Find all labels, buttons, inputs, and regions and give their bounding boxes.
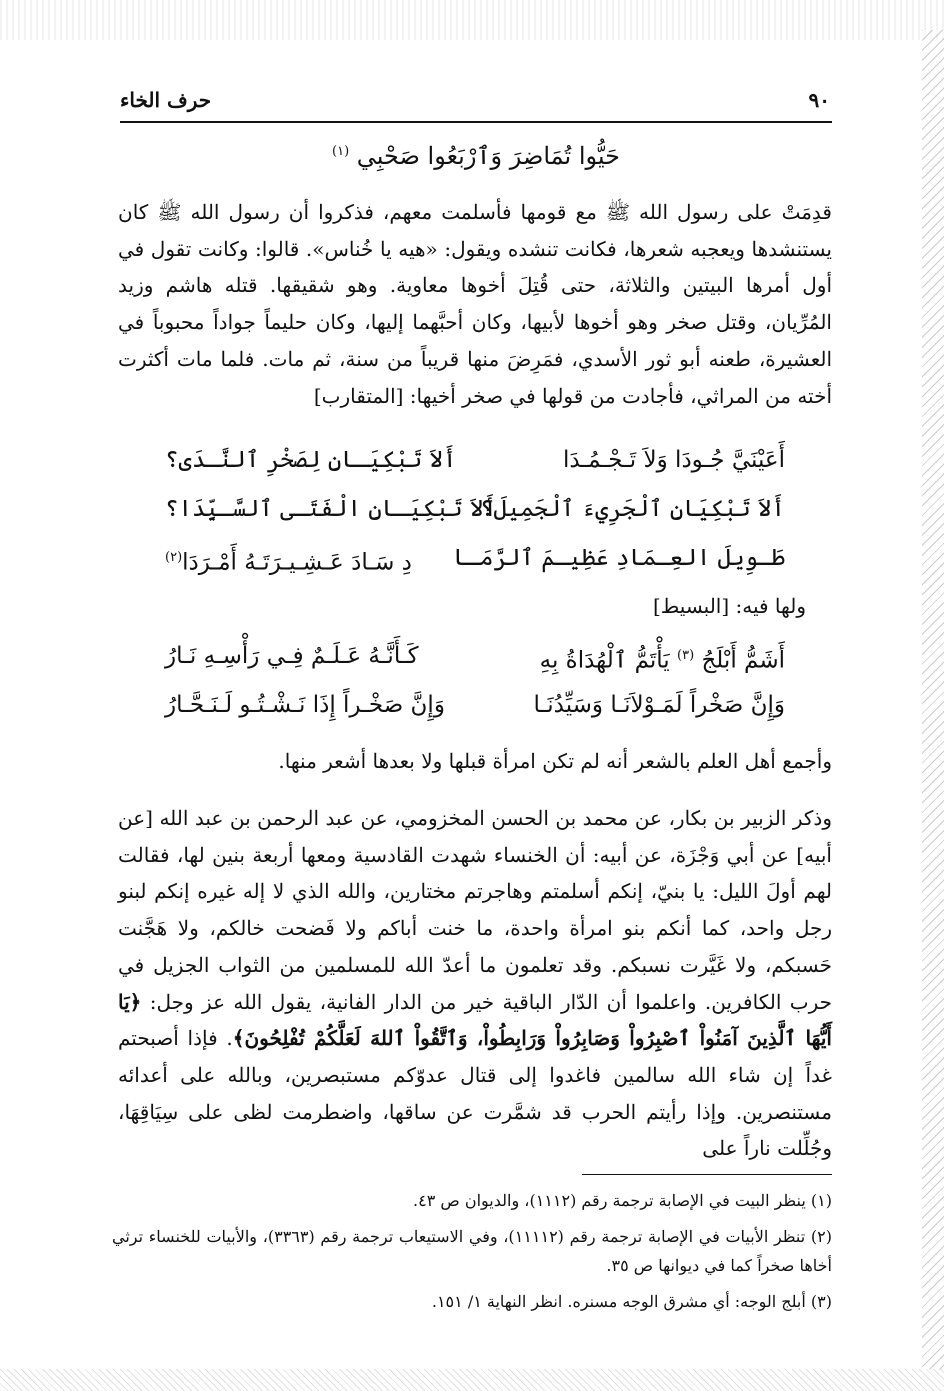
header-rule — [120, 121, 832, 123]
footnote-2 — [112, 1222, 832, 1280]
footnote-ref-3: (٣) — [677, 648, 695, 663]
verse-text: دِ سَـادَ عَـشِـيـرَتَـهُ أَمْـرَدَا — [182, 549, 412, 576]
page-header — [120, 88, 830, 118]
paragraph-text: . فإذا أصبحتم غداً إن شاء الله سالمين فاغدوا إلى قتال عدوّكم مستبصرين، وبالله على أعدائه مستنصرين. وإذا رأيتم الحرب قد شمَّرت عن ساقها، واضطرمت لظى على سِيَاقِهَا، وجُلِّلت ناراً على — [118, 1026, 832, 1161]
verse-hemistich-second — [165, 536, 412, 585]
poem-title — [120, 132, 832, 176]
paragraph-text: وذكر الزبير بن بكار، عن محمد بن الحسن المخزومي، عن عبد الرحمن بن عبد الله [عن أبيه] عن أبي وَجْزَة، عن أبيه: أن الخنساء شهدت القادسية ومعها أربعة بنين لها، فقالت لهم أولَ الليل: يا بنيّ، إنكم أسلمتم وهاجرتم مختارين، والله الذي لا إله غيره إنكم لبنو رجل واحد، كما أنكم بنو امرأة واحدة، ما خنت أباكم ولا فَضحت خالكم، ولا هَجَّنت حَسبكم، ولا غَيَّرت نسبكم. وقد تعلمون ما أعدّ الله للمسلمين من الثواب الجزيل في حرب الكافرين. واعلموا أن الدّار الباقية خير من الدار الفانية، يقول الله عز وجل: — [118, 806, 833, 1014]
poem-title-text: حَيُّوا تُمَاضِرَ وَٱرْبَعُوا صَحْبِي — [356, 142, 620, 170]
second-poem-intro: ولها فيه: [البسيط] — [653, 594, 806, 618]
verse-hemistich-first: أَعَيْنَيَّ جُـودَا وَلاَ تَـجْـمُـدَا — [562, 447, 785, 473]
verse-line — [165, 683, 785, 727]
running-title: حرف الخاء — [120, 88, 212, 112]
verse-line — [165, 438, 785, 482]
verse-hemistich-second: أَلاَ تَبْكِيَـانِ لِصَخْرِ ٱلنَّـدَى؟ — [165, 447, 457, 473]
footnote-ref-2: (٢) — [165, 550, 183, 565]
page-number: ٩٠ — [808, 88, 830, 112]
verse-line — [165, 634, 785, 678]
quran-verse: ﴿يَا أَيُّهَا ٱلَّذِينَ آمَنُواْ ٱصْبِرُواْ وَصَابِرُواْ وَرَابِطُواْ، وَٱتَّقُواْ ٱللهَ لَعَلَّكُمْ تُفْلِحُونَ﴾ — [118, 989, 832, 1051]
verse-hemistich-first: طَـوِيلَ العِـمَادِ عَظِيـمَ ٱلرَّمَـا — [453, 545, 785, 571]
verse-text: أَشَمُّ أَبْلَجُ — [701, 647, 785, 674]
footnote-text: (١) ينظر البيت في الإصابة ترجمة رقم (١١١٢)، والديوان ص ٤٣. — [413, 1191, 832, 1210]
scholars-consensus-paragraph: وأجمع أهل العلم بالشعر أنه لم تكن امرأة قبلها ولا بعدها أشعر منها. — [278, 749, 832, 773]
verse-line — [165, 536, 785, 580]
verse-hemistich-second: وَإِنَّ صَخْـراً إِذَا نَـشْـتُـو لَـنَـحَّـارُ — [165, 692, 445, 718]
page-right-border — [922, 30, 944, 1370]
verse-text: يَأْتَمُّ ٱلْهُدَاةُ بِهِ — [539, 647, 670, 674]
biography-paragraph: قدِمَتْ على رسول الله ﷺ مع قومها فأسلمت معهم، فذكروا أن رسول الله ﷺ كان يستنشدها ويعجبه شعرها، فكانت تنشده ويقول: «هيه يا خُناس». قالوا: وكانت تقول في أول أمرها البيتين والثلاثة، حتى قُتِلَ أخوها معاوية. وهو شقيقها. قتله هاشم وزيد المُرِّيان، وقتل صخر وهو أخوها لأبيها، وكان أحبَّهما إليها، وكان حليماً جواداً محبوباً في العشيرة، طعنه أبو ثور الأسدي، فمَرِضَ منها قريباً من سنة، ثم مات. فلما مات أكثرت أخته من المراثي، فأجادت من قولها في صخر أخيها: [المتقارب] — [118, 200, 832, 408]
verse-hemistich-second: أَلاَ تَبْكِيَـانِ الْفَتَـى ٱلسَّـيِّدَا؟ — [165, 496, 497, 522]
footnote-separator — [582, 1174, 832, 1175]
verse-hemistich-first — [540, 634, 785, 683]
page-bottom-border — [0, 1369, 944, 1391]
footnote-ref-1: (١) — [332, 144, 350, 159]
footnote-text: (٣) أبلج الوجه: أي مشرق الوجه مسنره. انظر النهاية ١/ ١٥١. — [431, 1292, 832, 1311]
verse-hemistich-first: أَلاَ تَبْكِيَانِ ٱلْجَرِيءَ ٱلْجَمِيلَ؟ — [480, 496, 785, 522]
footnote-1 — [112, 1186, 832, 1215]
verse-hemistich-second: كَـأَنَّـهُ عَـلَـمٌ فِـي رَأْسِـهِ نَـارُ — [165, 643, 419, 669]
page-top-border — [0, 0, 944, 40]
qadisiyya-paragraph — [118, 800, 832, 1167]
footnote-text: (٢) تنظر الأبيات في الإصابة ترجمة رقم (١١١١٢)، وفي الاستيعاب ترجمة رقم (٣٣٦٣)، والأبيات للخنساء ترثي أخاها صخراً كما في ديوانها ص ٣٥. — [112, 1227, 833, 1275]
footnote-3 — [112, 1287, 832, 1316]
verse-line — [165, 487, 785, 531]
verse-hemistich-first: وَإِنَّ صَخْراً لَمَـوْلاَنَـا وَسَيِّدُنَـا — [533, 692, 785, 718]
